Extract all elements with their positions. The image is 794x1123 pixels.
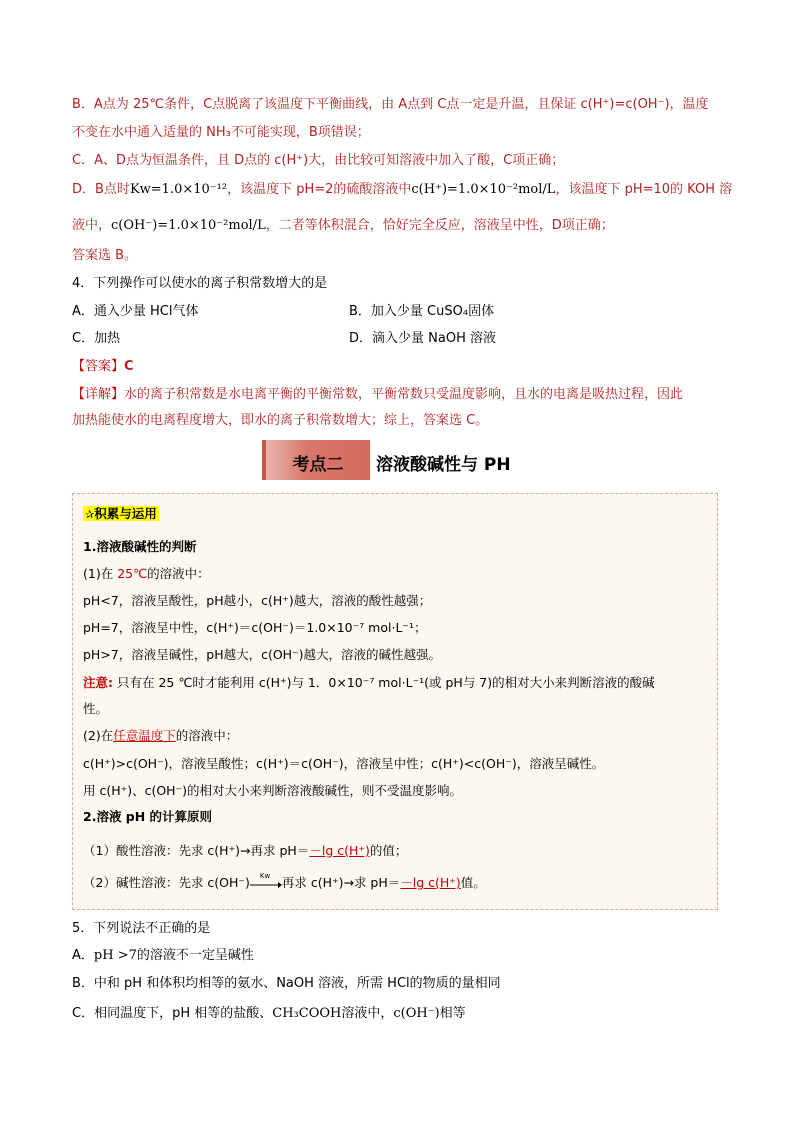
q4-detail-line-1 (72, 386, 683, 404)
calc2-a: （2）碱性溶液：先求 c(OH⁻) (83, 875, 250, 890)
box-heading-1: 1.溶液酸碱性的判断 (83, 539, 197, 554)
calc1-a: （1）酸性溶液：先求 c(H⁺)→再求 pH＝ (83, 843, 310, 858)
box-line-temp: 用 c(H⁺)、c(OH⁻)的相对大小来判断溶液酸碱性，则不受温度影响。 (83, 783, 463, 798)
para2-underline: 任意温度下 (113, 728, 176, 743)
banner-title-text: 溶液酸碱性与 PH (376, 455, 511, 475)
knowledge-box (72, 493, 718, 910)
q4-option-a: A．通入少量 HCl气体 (72, 304, 199, 319)
q5-option-c (72, 1005, 466, 1023)
box-para-2 (83, 727, 238, 745)
para2-b: 的溶液中： (175, 728, 239, 743)
q5-a-ph: pH >7 (93, 948, 137, 963)
badge-row (83, 505, 159, 524)
box-line-neutral: pH=7，溶液呈中性，c(H⁺)＝c(OH⁻)＝1.0×10⁻⁷ mol·L⁻¹； (83, 620, 427, 635)
para1-b: 的溶液中： (147, 566, 210, 581)
answer-b-line-1: B．A点为 25℃条件，C点脱离了该温度下平衡曲线，由 A点到 C点一定是升温，且保证 c(H⁺)=c(OH⁻)，温度 (72, 97, 709, 112)
knowledge-badge (83, 506, 159, 521)
q5-c-a: C．相同温度下，pH 相等的盐酸、 (72, 1006, 273, 1021)
box-note-2: 性。 (83, 701, 109, 716)
answer-c-line: C．A、D点为恒温条件，且 D点的 c(H⁺)大，由比较可知溶液中加入了酸，C项正确； (72, 153, 565, 168)
para1-a: (1)在 (83, 566, 118, 581)
calc1-b: 的值； (369, 843, 408, 858)
box-para-1 (83, 565, 210, 583)
q5-a-label: A． (72, 948, 94, 963)
banner-title (370, 440, 530, 480)
calc1-underline: －lg c(H⁺) (309, 843, 370, 858)
q4-detail-line-2: 加热能使水的电离程度增大，即水的离子积常数增大；综上，答案选 C。 (72, 413, 489, 428)
kw-label: Kw (259, 871, 271, 880)
para1-temp: 25℃ (117, 566, 148, 581)
q5-option-a (72, 947, 254, 965)
banner-label (262, 440, 370, 480)
q4-option-c: C．加热 (72, 331, 121, 346)
answer-b-line-2: 不变在水中通入适量的 NH₃不可能实现，B项错误； (72, 125, 370, 140)
detail-text-1: 水的离子积常数是水电离平衡的平衡常数，平衡常数只受温度影响，且水的电离是吸热过程，因此 (124, 387, 684, 402)
box-heading-2: 2.溶液 pH 的计算原则 (83, 809, 213, 824)
q5-option-b: B．中和 pH 和体积均相等的氨水、NaOH 溶液，所需 HCl的物质的量相同 (72, 976, 501, 991)
answer-d-text-2: ，该温度下 pH=10的 KOH 溶 (555, 182, 733, 197)
coh-expression: c(OH⁻)=1.0×10⁻²mol/L (111, 218, 266, 233)
calc2-b: 再求 c(H⁺)→求 pH＝ (281, 875, 401, 890)
q4-answer (72, 358, 134, 376)
q5-c-chem: CH₃COOH (272, 1006, 342, 1021)
box-note-1 (83, 674, 655, 692)
q5-stem: 5．下列说法不正确的是 (72, 921, 211, 936)
answer-d-line-1 (72, 181, 732, 199)
badge-text: 积累与运用 (94, 506, 157, 521)
calc2-underline: －lg c(H⁺) (400, 875, 461, 890)
answer-d2-a: 液中， (72, 218, 112, 233)
banner-label-text: 考点二 (292, 455, 344, 475)
answer-d2-b: ，二者等体积混合，恰好完全反应，溶液呈中性，D项正确； (265, 218, 614, 233)
answer-d-text: ，该温度下 pH=2的硫酸溶液中 (227, 182, 412, 197)
q5-a-text: 的溶液不一定呈碱性 (136, 948, 254, 963)
box-line-base: pH>7，溶液呈碱性，pH越大，c(OH⁻)越大，溶液的碱性越强。 (83, 647, 442, 662)
q5-c-b: 溶液中， (341, 1006, 394, 1021)
box-calc-acid (83, 842, 407, 860)
q5-c-coh: c(OH⁻) (393, 1006, 440, 1021)
kw-arrow (250, 871, 282, 891)
box-calc-base (83, 871, 486, 892)
right-arrow-icon (250, 880, 282, 890)
ch-expression: c(H⁺)=1.0×10⁻²mol/L (411, 182, 556, 197)
detail-tag: 【详解】 (72, 387, 125, 402)
calc2-c: 值。 (460, 875, 486, 890)
answer-conclusion: 答案选 B。 (72, 248, 138, 263)
q4-option-b: B．加入少量 CuSO₄固体 (349, 304, 495, 319)
para2-a: (2)在 (83, 728, 114, 743)
q4-option-d: D．滴入少量 NaOH 溶液 (349, 331, 496, 346)
q5-c-c: 相等 (439, 1006, 466, 1021)
section-banner (262, 440, 530, 480)
answer-tag: 【答案】 (72, 359, 125, 374)
answer-d-label: D．B点时 (72, 182, 130, 197)
box-line-compare: c(H⁺)>c(OH⁻)，溶液呈酸性；c(H⁺)＝c(OH⁻)，溶液呈中性；c(H⁺)<c(OH⁻)，溶液呈碱性。 (83, 756, 605, 771)
q4-stem: 4．下列操作可以使水的离子积常数增大的是 (72, 276, 328, 291)
answer-value: C (124, 359, 134, 374)
note-tag: 注意: (83, 675, 113, 690)
star-icon: ✰ (85, 508, 95, 521)
note-text-1: 只有在 25 ℃时才能利用 c(H⁺)与 1．0×10⁻⁷ mol·L⁻¹(或 pH与 7)的相对大小来判断溶液的酸碱 (113, 675, 655, 690)
box-line-acid: pH<7，溶液呈酸性，pH越小，c(H⁺)越大，溶液的酸性越强； (83, 593, 432, 608)
answer-d-line-2 (72, 217, 614, 235)
kw-expression: Kw=1.0×10⁻¹² (129, 182, 228, 197)
